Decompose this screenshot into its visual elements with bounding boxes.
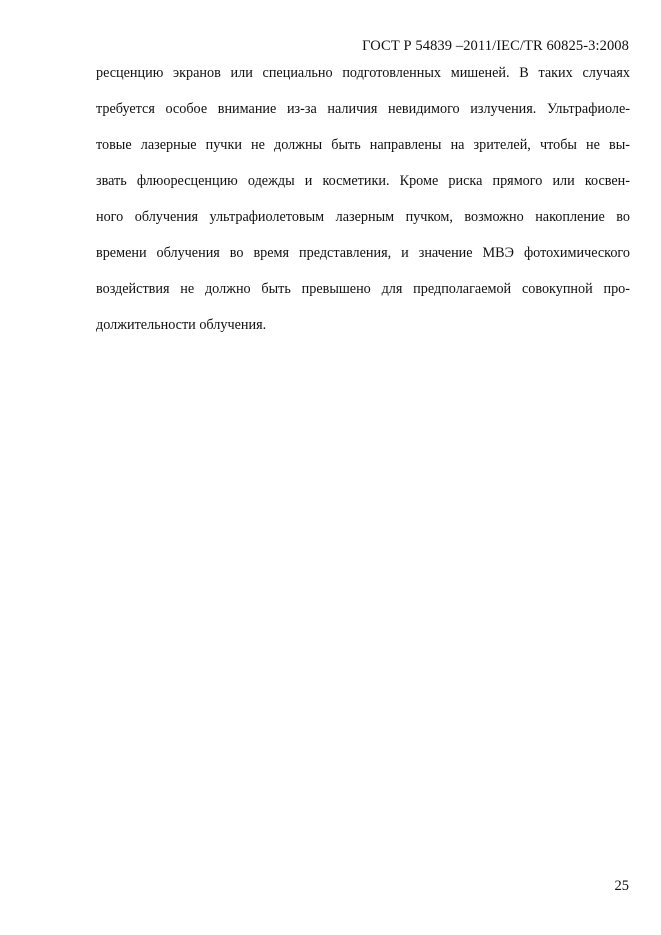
paragraph-line: требуется особое внимание из-за наличия невидимого излучения. Ультрафиоле-	[96, 101, 630, 117]
paragraph-line: товые лазерные пучки не должны быть направлены на зрителей, чтобы не вы-	[96, 137, 630, 153]
paragraph-line: ресценцию экранов или специально подготовленных мишеней. В таких случаях	[96, 65, 630, 81]
paragraph-line: должительности облучения.	[96, 317, 267, 333]
page-number: 25	[614, 878, 629, 894]
paragraph-line: звать флюоресценцию одежды и косметики. Кроме риска прямого или косвен-	[96, 173, 630, 189]
body-paragraph	[96, 62, 630, 350]
paragraph-line: ного облучения ультрафиолетовым лазерным пучком, возможно накопление во	[96, 209, 630, 225]
paragraph-line: воздействия не должно быть превышено для предполагаемой совокупной про-	[96, 281, 630, 297]
page-header-standard-ref: ГОСТ Р 54839 –2011/IEC/TR 60825-3:2008	[362, 38, 629, 54]
paragraph-line: времени облучения во время представления, и значение МВЭ фотохимического	[96, 245, 630, 261]
